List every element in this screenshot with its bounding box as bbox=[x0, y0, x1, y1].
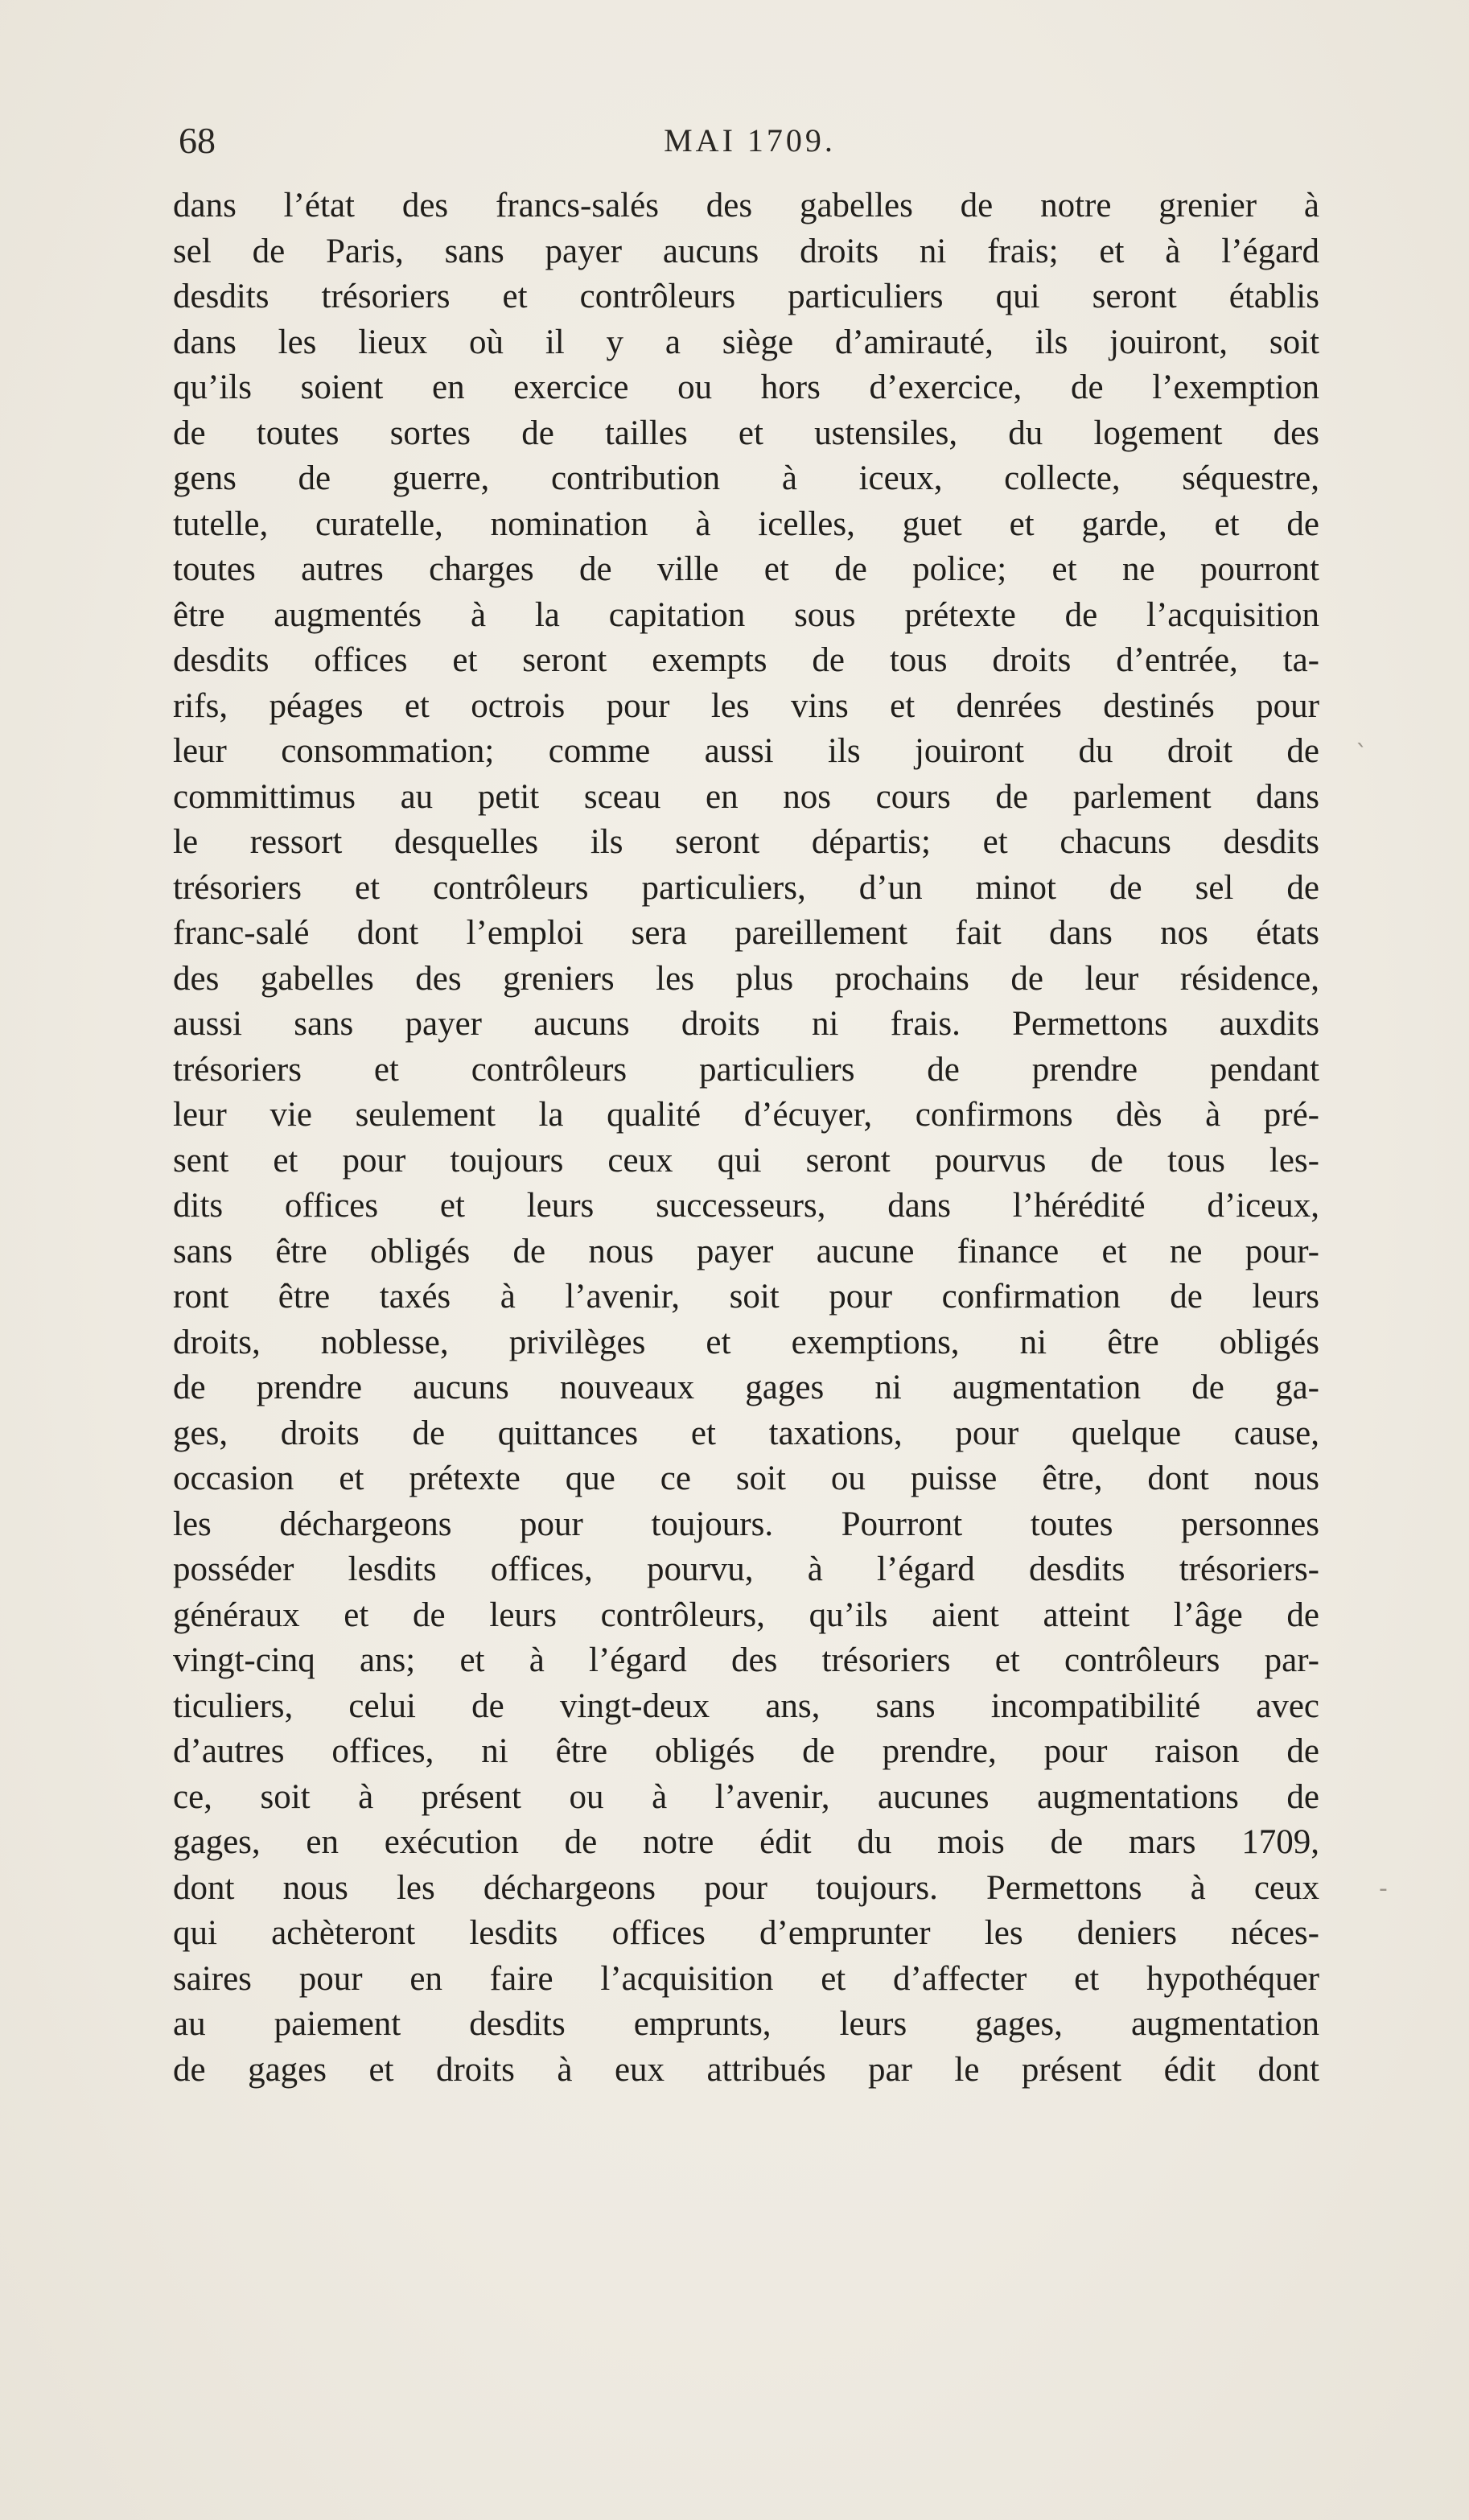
text-line: de prendre aucuns nouveaux gages ni augmentation de ga- bbox=[173, 1369, 1319, 1406]
text-line: être augmentés à la capitation sous prétexte de l’acquisition bbox=[173, 595, 1319, 634]
text-line: desdits trésoriers et contrôleurs particuliers qui seront établis bbox=[173, 278, 1319, 315]
text-line: leur vie seulement la qualité d’écuyer, confirmons dès à pré- bbox=[173, 1096, 1319, 1134]
text-line: sent et pour toujours ceux qui seront pourvus de tous les- bbox=[173, 1141, 1319, 1180]
text-line: de gages et droits à eux attribués par le présent édit dont bbox=[173, 2050, 1319, 2089]
text-line: desdits offices et seront exempts de tous droits d’entrée, ta- bbox=[173, 641, 1319, 679]
text-line: aussi sans payer aucuns droits ni frais. Permettons auxdits bbox=[173, 1005, 1319, 1043]
page-number: 68 bbox=[179, 120, 216, 161]
text-line: saires pour en faire l’acquisition et d’affecter et hypothéquer bbox=[173, 1959, 1319, 1998]
text-line: trésoriers et contrôleurs particuliers, d’un minot de sel de bbox=[173, 868, 1319, 907]
text-line: au paiement desdits emprunts, leurs gages, augmentation bbox=[173, 2005, 1319, 2043]
text-line: ront être taxés à l’avenir, soit pour confirmation de leurs bbox=[173, 1278, 1319, 1316]
text-line: rifs, péages et octrois pour les vins et denrées destinés pour bbox=[173, 686, 1319, 725]
text-line: dont nous les déchargeons pour toujours. Permettons à ceux bbox=[173, 1868, 1319, 1907]
running-head: MAI 1709. bbox=[664, 122, 836, 159]
text-line: dans l’état des francs-salés des gabelles de notre grenier à bbox=[173, 187, 1319, 224]
text-line: toutes autres charges de ville et de police; et ne pourront bbox=[173, 550, 1319, 588]
text-line: qu’ils soient en exercice ou hors d’exercice, de l’exemption bbox=[173, 369, 1319, 406]
text-line: qui achèteront lesdits offices d’emprunter les deniers néces- bbox=[173, 1914, 1319, 1952]
text-line: droits, noblesse, privilèges et exemptions, ni être obligés bbox=[173, 1323, 1319, 1361]
text-line: de toutes sortes de tailles et ustensiles, du logement des bbox=[173, 414, 1319, 452]
text-line: sans être obligés de nous payer aucune finance et ne pour- bbox=[173, 1232, 1319, 1270]
text-line: généraux et de leurs contrôleurs, qu’ils aient atteint l’âge de bbox=[173, 1596, 1319, 1634]
text-line: occasion et prétexte que ce soit ou puisse être, dont nous bbox=[173, 1460, 1319, 1497]
text-line: posséder lesdits offices, pourvu, à l’égard desdits trésoriers- bbox=[173, 1550, 1319, 1588]
text-line: dans les lieux où il y a siège d’amirauté, ils jouiront, soit bbox=[173, 323, 1319, 361]
text-line: ce, soit à présent ou à l’avenir, aucunes augmentations de bbox=[173, 1777, 1319, 1816]
text-line: le ressort desquelles ils seront départis; et chacuns desdits bbox=[173, 823, 1319, 861]
text-line: ticuliers, celui de vingt-deux ans, sans incompatibilité avec bbox=[173, 1686, 1319, 1725]
margin-speck: - bbox=[1379, 1875, 1388, 1903]
text-line: leur consommation; comme aussi ils jouiront du droit de bbox=[173, 732, 1319, 770]
text-line: trésoriers et contrôleurs particuliers de prendre pendant bbox=[173, 1050, 1319, 1089]
text-line: tutelle, curatelle, nomination à icelles, guet et garde, et de bbox=[173, 504, 1319, 543]
text-line: des gabelles des greniers les plus prochains de leur résidence, bbox=[173, 959, 1319, 998]
text-line: d’autres offices, ni être obligés de prendre, pour raison de bbox=[173, 1732, 1319, 1770]
text-line: committimus au petit sceau en nos cours de parlement dans bbox=[173, 777, 1319, 816]
text-line: vingt-cinq ans; et à l’égard des trésoriers et contrôleurs par- bbox=[173, 1641, 1319, 1679]
text-line: franc-salé dont l’emploi sera pareillement fait dans nos états bbox=[173, 914, 1319, 952]
text-line: gens de guerre, contribution à iceux, collecte, séquestre, bbox=[173, 459, 1319, 497]
text-line: sel de Paris, sans payer aucuns droits ni frais; et à l’égard bbox=[173, 232, 1319, 270]
text-line: gages, en exécution de notre édit du mois de mars 1709, bbox=[173, 1823, 1319, 1861]
page-header bbox=[179, 113, 1321, 169]
text-line: les déchargeons pour toujours. Pourront toutes personnes bbox=[173, 1505, 1319, 1543]
text-line: ges, droits de quittances et taxations, pour quelque cause, bbox=[173, 1414, 1319, 1452]
body-text bbox=[173, 183, 1319, 2093]
text-line: dits offices et leurs successeurs, dans l’hérédité d’iceux, bbox=[173, 1187, 1319, 1225]
margin-speck: ˋ bbox=[1356, 740, 1368, 768]
